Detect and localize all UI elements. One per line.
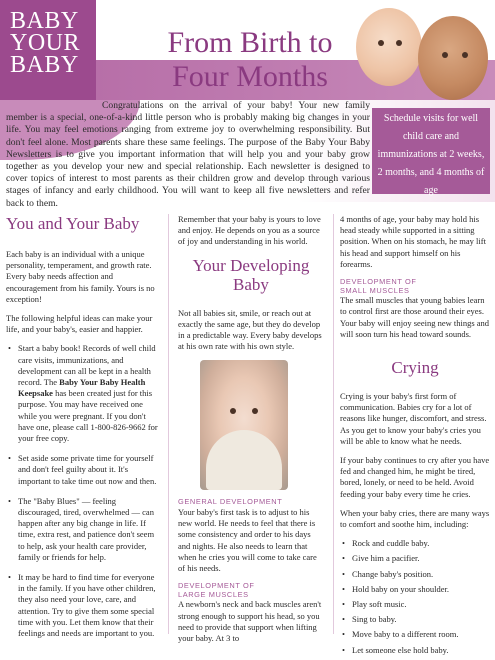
list-item: • Start a baby book! Records of well child care visits, immunizations, and development can all be kept in a health record. The Baby Your Baby Health Keepsake has been created just for this purpose. You may have received one while you were pregnant. If you don't have one, please call 1-800-826-9662 for your free copy. bbox=[6, 343, 158, 444]
list-item: • Rock and cuddle baby. bbox=[340, 538, 490, 549]
subheading: DEVELOPMENT OF LARGE MUSCLES bbox=[178, 581, 255, 599]
paragraph: The small muscles that young babies learn to control first are those around their eyes. Your baby will enjoy seeing new things and will soon turn his head toward sounds. bbox=[340, 295, 490, 339]
logo bbox=[0, 0, 96, 100]
list-item: • Hold baby on your shoulder. bbox=[340, 584, 490, 595]
paragraph: Your baby's first task is to adjust to his new world. He needs to feel that there is some consistency and order to his days and nights. He also needs to learn that when he cries you will come to take care of his needs. bbox=[178, 507, 317, 574]
intro-text bbox=[6, 100, 370, 210]
paragraph: Remember that your baby is yours to love and enjoy. He depends on you as a source of joy and understanding in his world. bbox=[178, 214, 321, 247]
list-item: • Play soft music. bbox=[340, 599, 490, 610]
logo-line: BABY bbox=[10, 52, 79, 78]
list-item: • Move baby to a different room. bbox=[340, 629, 490, 640]
paragraph: Not all babies sit, smile, or reach out at exactly the same age, but they do develop in a predictable way. Every baby develops at his own rate with his own style. bbox=[178, 307, 322, 352]
logo-line: BABY bbox=[10, 8, 79, 34]
section-heading: You and Your Baby bbox=[6, 214, 140, 233]
list-item: • The "Baby Blues" — feeling discouraged, tired, overwhelmed — can happen after any big change in life. If time, extra rest, and patience don't seem to help, ask your health care provider, family or friends for help. bbox=[6, 496, 158, 563]
intro-paragraph: Congratulations on the arrival of your baby! Your new family member is a special, one-of-a-kind little person who is probably making big changes in your life. You may feel emotions ranging from extreme joy to overwhelming responsibility. But don't feel alone. Most parents share these same feelings. The purpose of the Baby Your Baby Newsletters is to give you important information that will help you and your baby grow together as you develop your new and special relationship. Each newsletter is designed to cover topics of interest to most parents as their children grow and develop through various stages of infancy and early childhood. You will want to keep all five newsletters and refer back to them. bbox=[6, 100, 370, 209]
title-line-1: From Birth to bbox=[167, 26, 333, 59]
column-divider bbox=[333, 214, 334, 634]
paragraph: The following helpful ideas can make your life, and your baby's, easier and happier. bbox=[6, 313, 153, 335]
column-crying bbox=[340, 214, 490, 660]
list-item: • Set aside some private time for yourself and don't feel guilty about it. It's important to take time out now and then. bbox=[6, 453, 158, 487]
paragraph: 4 months of age, your baby may hold his head steady while supported in a sitting position. When on his stomach, he may lift his head and support himself on his forearms. bbox=[340, 214, 486, 269]
list-item: • Sing to baby. bbox=[340, 614, 490, 625]
column-you-and-your-baby bbox=[6, 214, 158, 648]
paragraph: When your baby cries, there are many ways to comfort and soothe him, including: bbox=[340, 507, 490, 530]
list-item: • It may be hard to find time for everyone in the family. If you have other children, they also need your love, care, and attention. Try to give them some special time with you. Let them know that their feelings and needs are important to you. bbox=[6, 572, 158, 639]
paragraph: Crying is your baby's first form of communication. Babies cry for a lot of reasons like hunger, discomfort, and stress. As you get to know your baby's cries you will be able to know what he needs. bbox=[340, 391, 487, 446]
paragraph: A newborn's neck and back muscles aren't strong enough to support his head, so you need to provide that support when lifting your baby. At 3 to bbox=[178, 599, 322, 644]
tips-list bbox=[6, 343, 158, 639]
list-item: • Change baby's position. bbox=[340, 569, 490, 580]
subheading: GENERAL DEVELOPMENT bbox=[178, 497, 283, 507]
column-developing-baby bbox=[178, 214, 324, 652]
paragraph: If your baby continues to cry after you have fed and changed him, he might be tired, bored, lonely, or need to be held. Avoid feeding your baby every time he cries. bbox=[340, 455, 490, 499]
soothing-tips-list bbox=[340, 538, 490, 656]
baby-photo bbox=[200, 360, 288, 490]
page-title bbox=[150, 26, 350, 94]
baby-photo bbox=[418, 16, 488, 100]
section-heading: Crying bbox=[391, 358, 439, 378]
section-heading: Your Developing Baby bbox=[192, 255, 310, 294]
list-item: • Let someone else hold baby. bbox=[340, 645, 490, 656]
baby-photo bbox=[356, 8, 422, 86]
list-item: • Give him a pacifier. bbox=[340, 553, 490, 564]
paragraph: Each baby is an individual with a unique personality, temperament, and growth rate. Every baby needs affection and encouragement from his family. Yours is no exception! bbox=[6, 249, 155, 304]
subheading: DEVELOPMENT OF SMALL MUSCLES bbox=[340, 277, 417, 295]
logo-line: YOUR bbox=[10, 30, 81, 56]
column-divider bbox=[168, 214, 169, 634]
title-line-2: Four Months bbox=[172, 60, 328, 93]
schedule-callout: Schedule visits for well child care and immunizations at 2 weeks, 2 months, and 4 months of age bbox=[372, 108, 490, 194]
